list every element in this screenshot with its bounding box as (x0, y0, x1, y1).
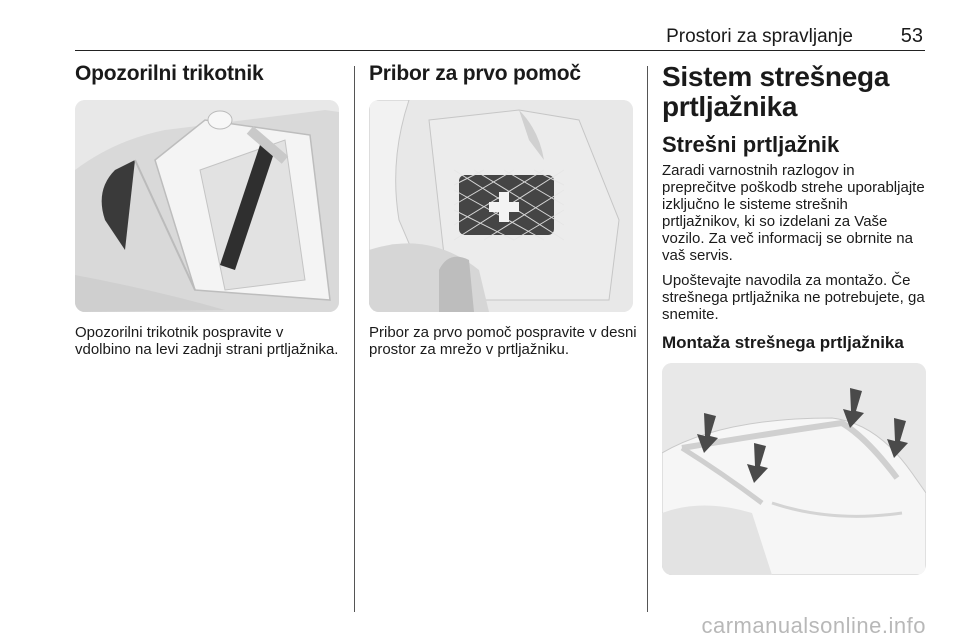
trunk-triangle-drawing (75, 100, 339, 312)
first-aid-illustration (369, 100, 633, 312)
warning-triangle-illustration (75, 100, 339, 312)
column-first-aid (369, 62, 637, 366)
column-divider (647, 66, 648, 612)
roof-mounting-points-drawing (662, 363, 926, 575)
page-header (75, 24, 925, 51)
roof-rack-illustration (662, 363, 926, 575)
watermark: carmanualsonline.info (701, 613, 926, 638)
column-divider (354, 66, 355, 612)
chapter-title: Prostori za spravljanje (666, 26, 853, 47)
figure-caption: Opozorilni trikotnik pospravite v vdolbino na levi zadnji strani prtljažnika. (75, 324, 339, 358)
section-heading: Sistem strešnega prtljažnika (662, 61, 890, 122)
column-roof-rack (662, 62, 930, 575)
trunk-first-aid-drawing (369, 100, 633, 312)
column-warning-triangle (75, 62, 343, 366)
page-number: 53 (900, 25, 923, 47)
subsection-heading: Strešni prtljažnik (662, 132, 840, 157)
figure-caption: Pribor za prvo pomoč pospravite v desni prostor za mrežo v prtljažniku. (369, 324, 637, 358)
body-paragraph: Upoštevajte navodila za montažo. Če strešnega prtljažnika ne potrebujete, ga snemite. (662, 272, 925, 323)
section-heading: Opozorilni trikotnik (75, 62, 264, 85)
section-heading: Pribor za prvo pomoč (369, 62, 581, 85)
subsubsection-heading: Montaža strešnega prtljažnika (662, 333, 904, 352)
body-paragraph: Zaradi varnostnih razlogov in preprečitve poškodb strehe uporabljajte izključno le sisteme strešnih prtljažnikov, ki so izdelani za Vaše vozilo. Za več informacij se obrnite na vaš servis. (662, 162, 925, 264)
